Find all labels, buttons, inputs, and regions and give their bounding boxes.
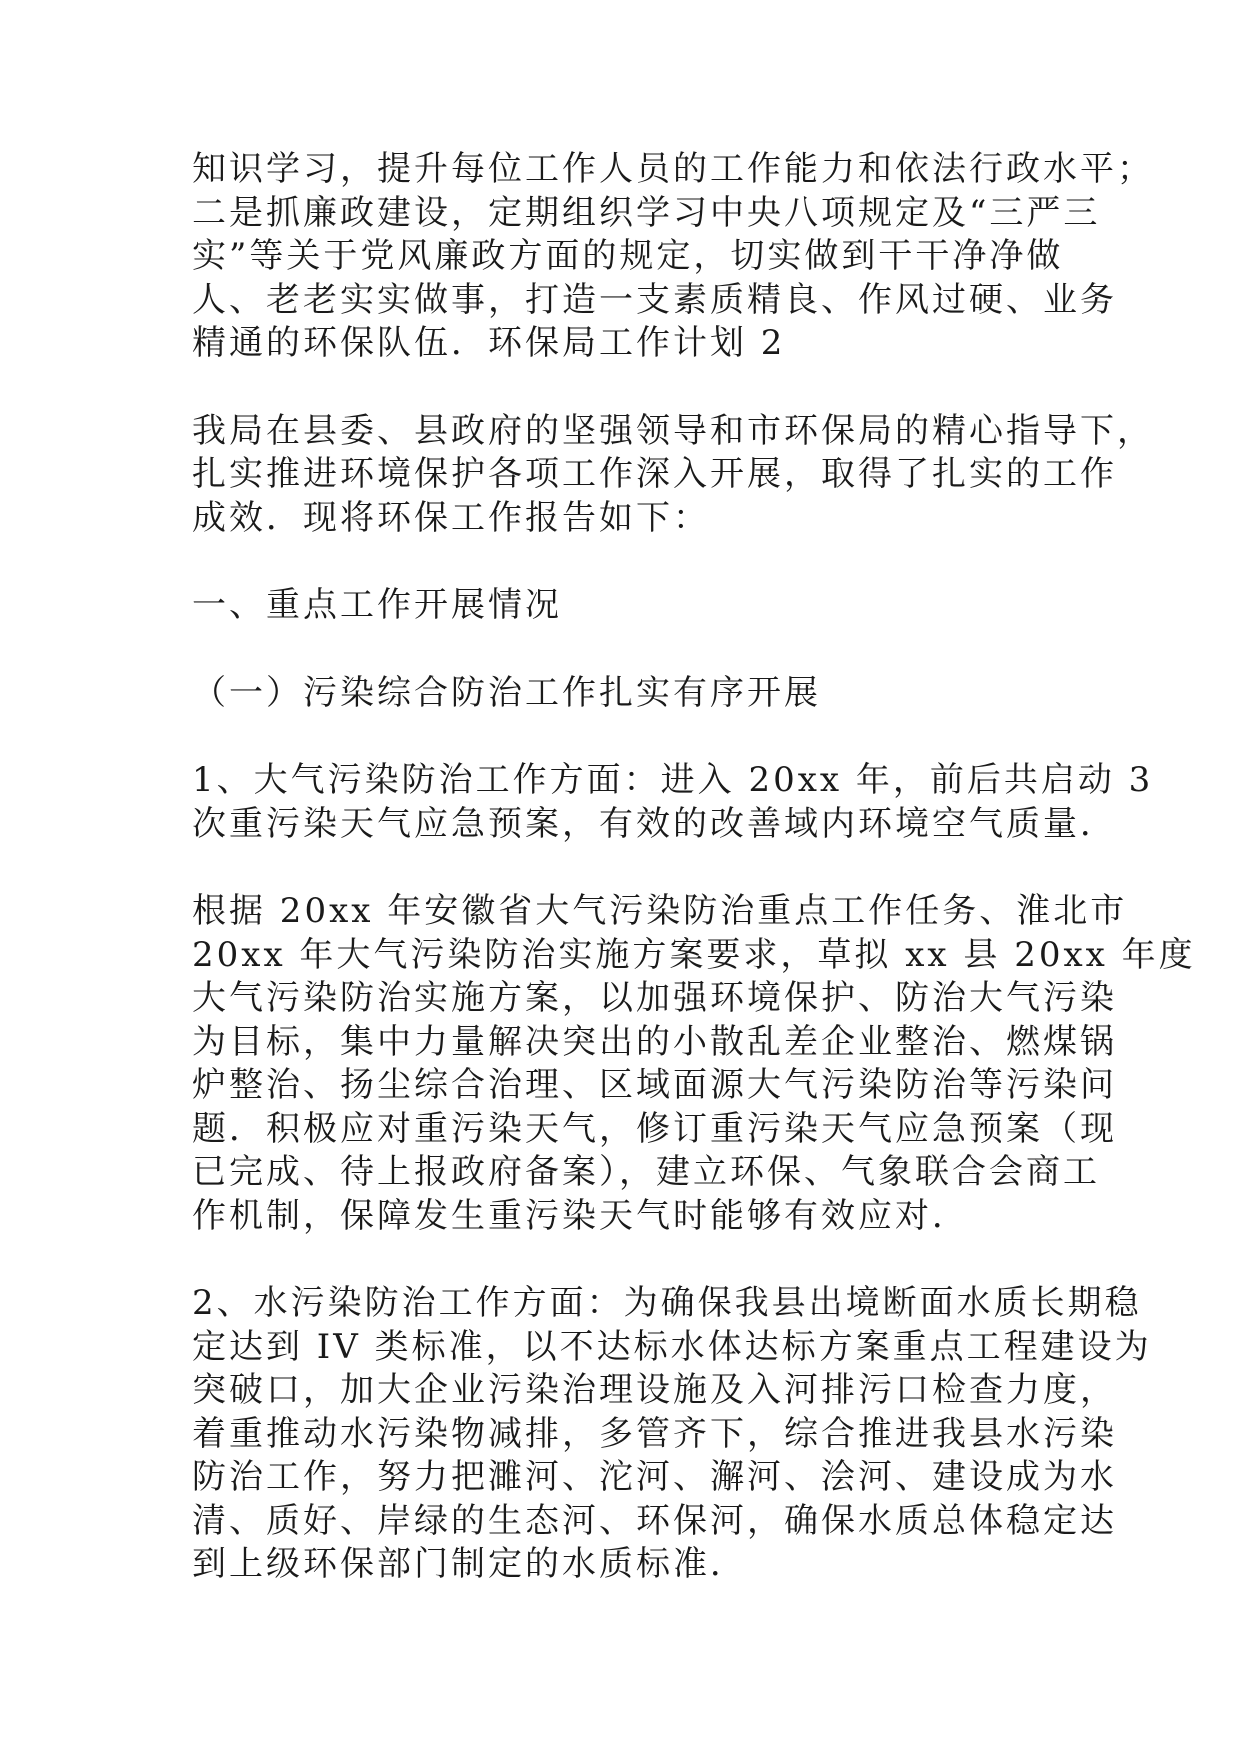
text-line: 炉整治、扬尘综合治理、区域面源大气污染防治等污染问 bbox=[192, 1065, 1117, 1105]
text-line: 着重推动水污染物减排，多管齐下，综合推进我县水污染 bbox=[192, 1413, 1117, 1454]
text-line: 作机制，保障发生重污染天气时能够有效应对． bbox=[192, 1195, 969, 1236]
text-line: 定达到 IV 类标准，以不达标水体达标方案重点工程建设为 bbox=[192, 1326, 1152, 1367]
text-line: 20xx 年大气污染防治实施方案要求，草拟 xx 县 20xx 年度 bbox=[192, 934, 1196, 975]
text-line: 已完成、待上报政府备案），建立环保、气象联合会商工 bbox=[192, 1152, 1100, 1192]
paragraph bbox=[192, 148, 1154, 366]
text-line: （一）污染综合防治工作扎实有序开展 bbox=[192, 672, 821, 713]
text-line: 清、质好、岸绿的生态河、环保河，确保水质总体稳定达 bbox=[192, 1500, 1117, 1541]
text-line: 我局在县委、县政府的坚强领导和市环保局的精心指导下， bbox=[192, 410, 1154, 451]
paragraph bbox=[192, 759, 1154, 846]
text-line: 实”等关于党风廉政方面的规定，切实做到干干净净做 bbox=[192, 236, 1064, 276]
paragraph bbox=[192, 584, 1052, 628]
text-line: 扎实推进环境保护各项工作深入开展，取得了扎实的工作 bbox=[192, 454, 1117, 494]
text-line: 为目标，集中力量解决突出的小散乱差企业整治、燃煤锅 bbox=[192, 1021, 1117, 1062]
text-line: 人、老老实实做事，打造一支素质精良、作风过硬、业务 bbox=[192, 279, 1117, 320]
text-line: 题．积极应对重污染天气，修订重污染天气应急预案（现 bbox=[192, 1108, 1117, 1149]
paragraph bbox=[192, 890, 1196, 1238]
text-line: 精通的环保队伍．环保局工作计划 2 bbox=[192, 323, 786, 363]
text-line: 突破口，加大企业污染治理设施及入河排污口检查力度， bbox=[192, 1370, 1117, 1410]
paragraph bbox=[192, 410, 1154, 541]
text-line: 大气污染防治实施方案，以加强环境保护、防治大气污染 bbox=[192, 978, 1117, 1018]
paragraph bbox=[192, 1282, 1152, 1587]
text-line: 2、水污染防治工作方面：为确保我县出境断面水质长期稳 bbox=[192, 1283, 1142, 1323]
document-body bbox=[192, 148, 1196, 1631]
text-line: 知识学习，提升每位工作人员的工作能力和依法行政水平； bbox=[192, 149, 1154, 189]
paragraph bbox=[192, 672, 1052, 716]
text-line: 根据 20xx 年安徽省大气污染防治重点工作任务、淮北市 bbox=[192, 891, 1128, 931]
text-line: 到上级环保部门制定的水质标准． bbox=[192, 1544, 747, 1584]
text-line: 1、大气污染防治工作方面：进入 20xx 年，前后共启动 3 bbox=[192, 760, 1154, 800]
text-line: 次重污染天气应急预案，有效的改善域内环境空气质量． bbox=[192, 803, 1117, 844]
text-line: 防治工作，努力把濉河、沱河、澥河、浍河、建设成为水 bbox=[192, 1457, 1117, 1497]
text-line: 一、重点工作开展情况 bbox=[192, 585, 562, 625]
text-line: 成效．现将环保工作报告如下： bbox=[192, 497, 710, 538]
text-line: 二是抓廉政建设，定期组织学习中央八项规定及“三严三 bbox=[192, 192, 1101, 233]
